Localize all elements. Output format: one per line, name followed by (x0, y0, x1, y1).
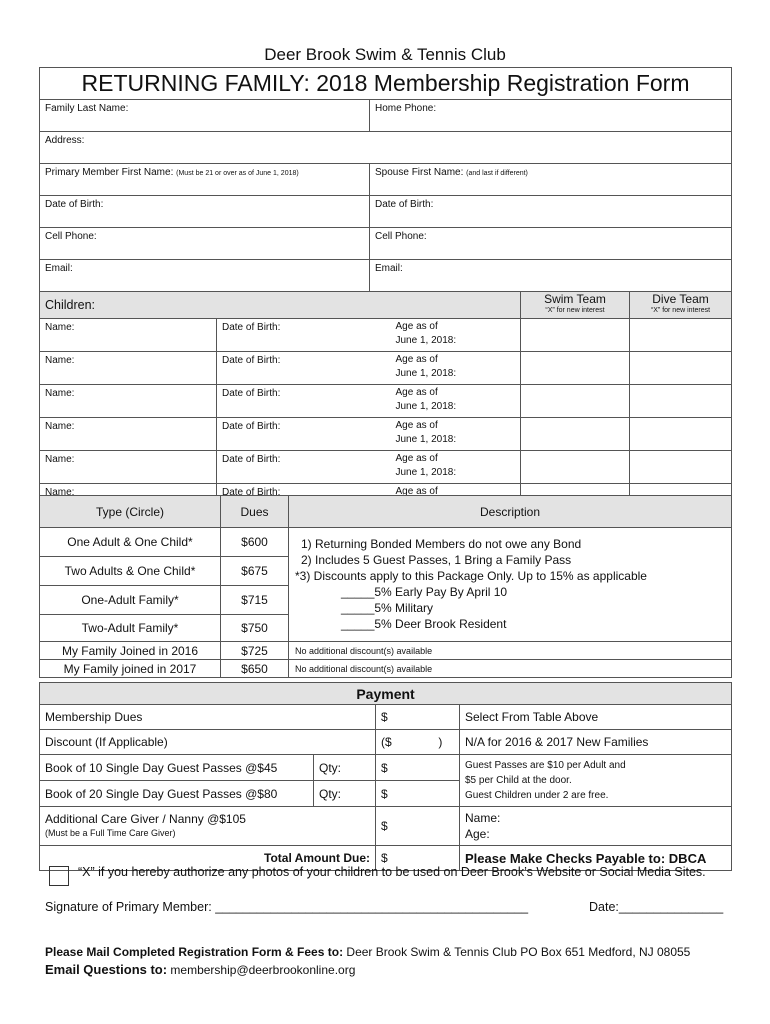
mail-label: Please Mail Completed Registration Form & Fees to: (45, 945, 344, 959)
child-age-field[interactable]: Age as of June 1, 2018: (391, 418, 521, 451)
child-swim-cell[interactable] (521, 385, 630, 418)
spouse-dob-field[interactable]: Date of Birth: (370, 196, 732, 228)
date-line[interactable]: Date:_______________ (589, 900, 724, 914)
guest-note-3: Guest Children under 2 are free. (465, 790, 609, 801)
child-row (40, 418, 732, 451)
total-due-label: Total Amount Due: (40, 846, 376, 871)
spouse-email-field[interactable]: Email: (370, 260, 732, 292)
child-dob-field[interactable]: Date of Birth: (217, 451, 391, 484)
child-age-field[interactable]: Age as of June 1, 2018: (391, 319, 521, 352)
children-heading: Children: (40, 292, 521, 319)
dive-new-interest: “X” for new interest (650, 307, 711, 314)
primary-first-name-field[interactable]: Primary Member First Name: (Must be 21 or over as of June 1, 2018) (40, 164, 370, 196)
guest-note-2: $5 per Child at the door. (465, 775, 572, 786)
primary-email-field[interactable]: Email: (40, 260, 370, 292)
desc-line: 2) Includes 5 Guest Passes, 1 Bring a Family Pass (301, 553, 572, 567)
children-table (39, 291, 732, 517)
dues-type-1[interactable]: One Adult & One Child* (40, 528, 221, 557)
dues-type-2[interactable]: Two Adults & One Child* (40, 557, 221, 586)
child-swim-cell[interactable] (521, 451, 630, 484)
payable-label: Please Make Checks Payable to: (465, 850, 666, 866)
membership-dues-amount[interactable]: $ (376, 705, 460, 730)
no-discount-2017: No additional discount(s) available (289, 660, 732, 678)
joined-2016-dues: $725 (221, 642, 289, 660)
caregiver-label: Additional Care Giver / Nanny @$105 (45, 812, 246, 826)
child-dive-cell[interactable] (630, 451, 732, 484)
dues-type-3[interactable]: One-Adult Family* (40, 586, 221, 615)
select-from-table-note: Select From Table Above (460, 705, 732, 730)
photo-authorize-checkbox[interactable] (49, 866, 69, 886)
child-row (40, 319, 732, 352)
child-dive-cell[interactable] (630, 418, 732, 451)
caregiver-amount[interactable]: $ (376, 807, 460, 846)
payment-table (39, 682, 732, 871)
photo-authorize-text: “X” if you hereby authorize any photos of your children to be used on Deer Brook’s Website or Social Media Sites. (78, 865, 706, 879)
dues-amount-1: $600 (221, 528, 289, 557)
spouse-cell-field[interactable]: Cell Phone: (370, 228, 732, 260)
type-header: Type (Circle) (40, 496, 221, 528)
caregiver-age-field[interactable]: Age: (465, 827, 490, 841)
desc-line: 1) Returning Bonded Members do not owe any Bond (301, 537, 582, 551)
dues-amount-4: $750 (221, 615, 289, 642)
child-swim-cell[interactable] (521, 352, 630, 385)
child-dive-cell[interactable] (630, 352, 732, 385)
discount-label: Discount (If Applicable) (40, 730, 376, 755)
book20-label: Book of 20 Single Day Guest Passes @$80 (40, 781, 314, 807)
child-dob-field[interactable]: Date of Birth: (217, 418, 391, 451)
payment-heading: Payment (40, 683, 732, 705)
dues-type-4[interactable]: Two-Adult Family* (40, 615, 221, 642)
child-name-field[interactable]: Name: (40, 418, 217, 451)
caregiver-note: (Must be a Full Time Care Giver) (45, 828, 176, 838)
child-age-field[interactable]: Age as of June 1, 2018: (391, 385, 521, 418)
description-header: Description (289, 496, 732, 528)
swim-team-header: Swim Team (544, 292, 606, 306)
payable-to: DBCA (668, 850, 707, 866)
guest-note-1: Guest Passes are $10 per Adult and (465, 760, 626, 771)
book20-amount[interactable]: $ (376, 781, 460, 807)
home-phone-field[interactable]: Home Phone: (370, 100, 732, 132)
swim-new-interest: “X” for new interest (545, 307, 605, 314)
book20-qty[interactable]: Qty: (314, 781, 376, 807)
joined-2016-type[interactable]: My Family Joined in 2016 (40, 642, 221, 660)
dues-amount-3: $715 (221, 586, 289, 615)
child-dive-cell[interactable] (630, 385, 732, 418)
primary-cell-field[interactable]: Cell Phone: (40, 228, 370, 260)
child-row (40, 352, 732, 385)
child-name-field[interactable]: Name: (40, 385, 217, 418)
membership-dues-label: Membership Dues (40, 705, 376, 730)
child-swim-cell[interactable] (521, 418, 630, 451)
spouse-first-name-field[interactable]: Spouse First Name: (and last if different) (370, 164, 732, 196)
child-row (40, 451, 732, 484)
family-last-name-field[interactable]: Family Last Name: (40, 100, 370, 132)
discount-note: N/A for 2016 & 2017 New Families (460, 730, 732, 755)
child-dive-cell[interactable] (630, 319, 732, 352)
child-name-field[interactable]: Name: (40, 352, 217, 385)
child-dob-field[interactable]: Date of Birth: (217, 352, 391, 385)
club-name: Deer Brook Swim & Tennis Club (264, 45, 506, 64)
no-discount-2016: No additional discount(s) available (289, 642, 732, 660)
child-dob-field[interactable]: Date of Birth: (217, 385, 391, 418)
desc-line: _____5% Deer Brook Resident (341, 617, 507, 631)
discount-amount[interactable]: ($ ) (376, 730, 460, 755)
child-row (40, 385, 732, 418)
child-name-field[interactable]: Name: (40, 451, 217, 484)
email-instructions (45, 962, 355, 977)
mail-instructions (45, 945, 690, 959)
child-dob-field[interactable]: Date of Birth: (217, 484, 391, 517)
desc-line: *3) Discounts apply to this Package Only. Up to 15% as applicable (295, 569, 647, 583)
email-address: membership@deerbrookonline.org (170, 963, 356, 977)
total-due-amount[interactable]: $ (376, 846, 460, 871)
book10-label: Book of 10 Single Day Guest Passes @$45 (40, 755, 314, 781)
child-name-field[interactable]: Name: (40, 319, 217, 352)
dues-header: Dues (221, 496, 289, 528)
mail-address: Deer Brook Swim & Tennis Club PO Box 651 Medford, NJ 08055 (346, 945, 691, 959)
book10-amount[interactable]: $ (376, 755, 460, 781)
book10-qty[interactable]: Qty: (314, 755, 376, 781)
child-age-field[interactable]: Age as of June 1, 2018: (391, 451, 521, 484)
dues-table (39, 495, 732, 678)
signature-line[interactable]: Signature of Primary Member: _____________________________________________ (45, 900, 529, 914)
child-dob-field[interactable]: Date of Birth: (217, 319, 391, 352)
joined-2017-type[interactable]: My Family joined in 2017 (40, 660, 221, 678)
primary-dob-field[interactable]: Date of Birth: (40, 196, 370, 228)
child-swim-cell[interactable] (521, 319, 630, 352)
dues-amount-2: $675 (221, 557, 289, 586)
child-age-field[interactable]: Age as of June 1, 2018: (391, 484, 521, 517)
dive-team-header: Dive Team (652, 292, 709, 306)
caregiver-name-field[interactable]: Name: (465, 811, 501, 825)
desc-line: _____5% Military (341, 601, 434, 615)
address-field[interactable]: Address: (40, 132, 732, 164)
child-age-field[interactable]: Age as of June 1, 2018: (391, 352, 521, 385)
joined-2017-dues: $650 (221, 660, 289, 678)
form-title: RETURNING FAMILY: 2018 Membership Registration Form (40, 68, 732, 100)
member-info-table (39, 67, 732, 292)
desc-line: _____5% Early Pay By April 10 (341, 585, 508, 599)
child-name-field[interactable]: Name: (40, 484, 217, 517)
email-label: Email Questions to: (45, 962, 168, 977)
